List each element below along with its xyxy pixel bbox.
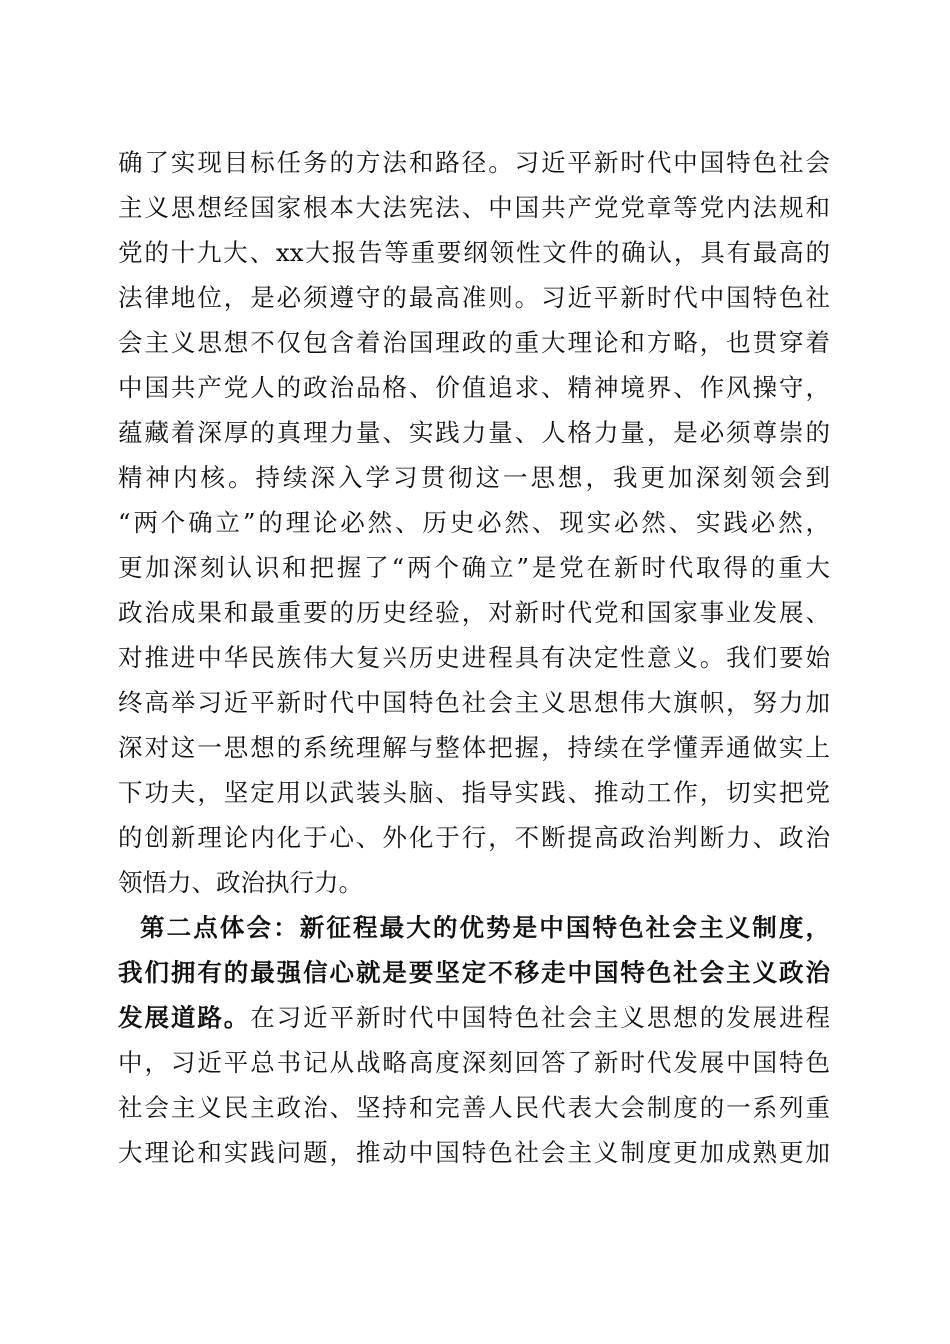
text-line: 主义思想经国家根本大法宪法、中国共产党党章等党内法规和 — [118, 193, 830, 222]
text-line: 领悟力、政治执行力。 — [118, 868, 363, 897]
text-line: 政治成果和最重要的历史经验，对新时代党和国家事业发展、 — [118, 598, 830, 627]
text-line: 确了实现目标任务的方法和路径。习近平新时代中国特色社会 — [118, 148, 830, 177]
text-line: 精神内核。持续深入学习贯彻这一思想，我更加深刻领会到 — [118, 463, 830, 492]
text-line: 会主义思想不仅包含着治国理政的重大理论和方略，也贯穿着 — [118, 328, 830, 357]
heading-line: 我们拥有的最强信心就是要坚定不移走中国特色社会主义政治 — [118, 958, 830, 987]
text-line: “两个确立”的理论必然、历史必然、现实必然、实践必然， — [118, 508, 830, 537]
body-fragment: 在习近平新时代中国特色社会主义思想的发展进程 — [250, 1003, 830, 1032]
text-line: 下功夫，坚定用以武装头脑、指导实践、推动工作，切实把党 — [118, 778, 830, 807]
text-line: 深对这一思想的系统理解与整体把握，持续在学懂弄通做实上 — [118, 733, 830, 762]
text-line: 大理论和实践问题，推动中国特色社会主义制度更加成熟更加 — [118, 1138, 830, 1167]
text-line: 中国共产党人的政治品格、价值追求、精神境界、作风操守， — [118, 373, 830, 402]
paragraph-1 — [118, 140, 830, 905]
text-line — [118, 995, 830, 1040]
text-line: 终高举习近平新时代中国特色社会主义思想伟大旗帜，努力加 — [118, 688, 830, 717]
text-line: 社会主义民主政治、坚持和完善人民代表大会制度的一系列重 — [118, 1093, 830, 1122]
heading-line: 第二点体会：新征程最大的优势是中国特色社会主义制度， — [140, 913, 830, 942]
text-line: 对推进中华民族伟大复兴历史进程具有决定性意义。我们要始 — [118, 643, 830, 672]
text-line: 党的十九大、xx大报告等重要纲领性文件的确认，具有最高的 — [118, 238, 830, 267]
text-line: 的创新理论内化于心、外化于行，不断提高政治判断力、政治 — [118, 823, 830, 852]
text-line: 中，习近平总书记从战略高度深刻回答了新时代发展中国特色 — [118, 1048, 830, 1077]
heading-tail: 发展道路。 — [118, 1003, 251, 1032]
paragraph-2 — [118, 905, 830, 1175]
document-body — [118, 140, 830, 1175]
text-line: 更加深刻认识和把握了“两个确立”是党在新时代取得的重大 — [118, 553, 830, 582]
text-line: 蕴藏着深厚的真理力量、实践力量、人格力量，是必须尊崇的 — [118, 418, 830, 447]
text-line: 法律地位，是必须遵守的最高准则。习近平新时代中国特色社 — [118, 283, 830, 312]
